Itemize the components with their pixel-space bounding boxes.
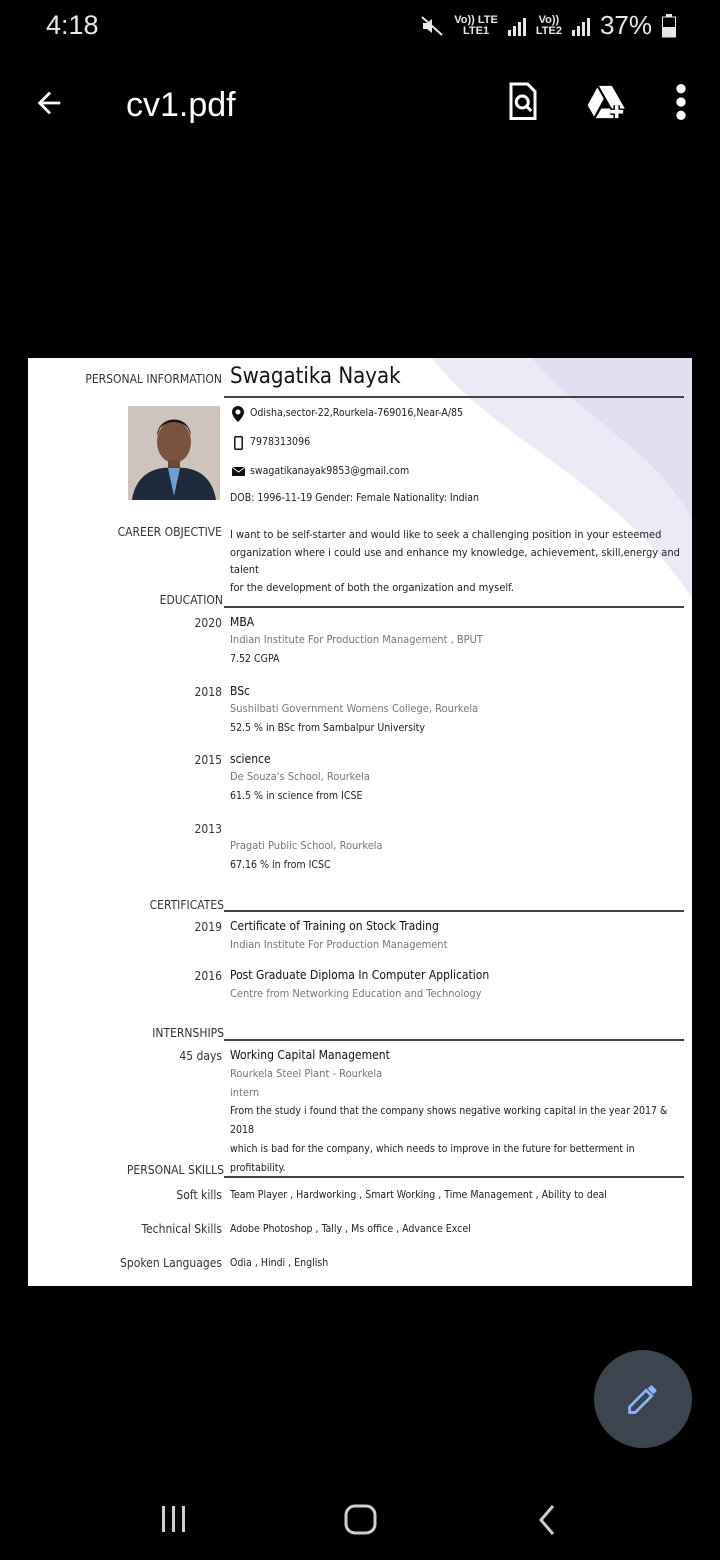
skill-value: Adobe Photoshop , Tally , Ms office , Advance Excel — [230, 1223, 471, 1235]
search-document-icon[interactable] — [505, 82, 541, 122]
divider — [224, 1176, 684, 1178]
education-year: 2018 — [194, 685, 222, 699]
status-icons — [420, 10, 676, 41]
certificate-title: Certificate of Training on Stock Trading — [230, 919, 439, 933]
education-institute: Pragati Public School, Rourkela — [230, 839, 383, 852]
phone-icon — [234, 436, 243, 450]
skill-label: Spoken Languages — [120, 1256, 222, 1270]
skill-value: Odia , Hindi , English — [230, 1257, 329, 1269]
education-label: EDUCATION — [159, 593, 223, 607]
education-title: science — [230, 752, 271, 766]
edit-pencil-icon — [625, 1381, 661, 1417]
education-score: 67.16 % in from ICSC — [230, 859, 331, 871]
education-score: 61.5 % in science from ICSE — [230, 790, 363, 802]
internship-title: Working Capital Management — [230, 1048, 390, 1062]
back-arrow-icon[interactable] — [32, 86, 66, 120]
certificates-label: CERTIFICATES — [149, 898, 224, 912]
internship-company: Rourkela Steel Plant - Rourkela — [230, 1067, 383, 1080]
internships-label: INTERNSHIPS — [152, 1026, 224, 1040]
certificate-year: 2016 — [194, 969, 222, 983]
skill-value: Team Player , Hardworking , Smart Working , Time Management , Ability to deal — [230, 1189, 607, 1201]
divider — [224, 606, 684, 608]
personal-details: DOB: 1996-11-19 Gender: Female Nationality: Indian — [230, 492, 480, 504]
app-bar — [0, 64, 720, 144]
mute-icon — [420, 14, 444, 38]
back-icon[interactable] — [536, 1500, 560, 1540]
skill-label: Technical Skills — [141, 1222, 222, 1236]
divider — [224, 910, 684, 912]
sim2-indicator: Vo)) LTE2 — [535, 13, 562, 37]
certificate-issuer: Indian Institute For Production Management — [230, 938, 448, 951]
status-time: 4:18 — [46, 10, 99, 40]
career-objective-label: CAREER OBJECTIVE — [117, 525, 222, 539]
phone-number: 7978313096 — [250, 436, 311, 448]
internship-role: intern — [230, 1086, 260, 1099]
education-institute: Sushilbati Government Womens College, Rourkela — [230, 702, 479, 715]
more-vert-icon[interactable] — [668, 82, 694, 122]
drive-add-icon[interactable] — [586, 82, 628, 122]
recents-icon[interactable] — [158, 1500, 190, 1540]
skill-label: Soft kills — [176, 1188, 222, 1202]
personal-skills-label: PERSONAL SKILLS — [126, 1163, 224, 1177]
divider — [224, 396, 684, 398]
education-year: 2015 — [194, 753, 222, 767]
education-year: 2020 — [194, 616, 222, 630]
sim1-indicator: Vo)) LTE LTE1 — [454, 13, 498, 37]
education-score: 52.5 % in BSc from Sambalpur University — [230, 722, 425, 734]
divider — [224, 1039, 684, 1041]
education-institute: De Souza's School, Rourkela — [230, 770, 370, 783]
certificate-issuer: Centre from Networking Education and Technology — [230, 987, 482, 1000]
career-objective-text: I want to be self-starter and would like to seek a challenging position in your esteemed organization where i could use and enhance my knowledge, achievement, skill,energy and talent for the development of both the organization and myself. — [230, 528, 680, 594]
education-title: BSc — [230, 684, 250, 698]
certificate-year: 2019 — [194, 920, 222, 934]
internship-duration: 45 days — [179, 1049, 222, 1063]
edit-button[interactable] — [594, 1350, 692, 1448]
document-title: cv1.pdf — [126, 86, 236, 124]
internship-description: From the study i found that the company shows negative working capital in the year 2017 & 2018 which is bad for the company, which needs to improve in the future for betterment in profitability. — [230, 1105, 668, 1174]
battery-percent: 37% — [599, 10, 652, 40]
status-bar — [0, 0, 720, 52]
candidate-name: Swagatika Nayak — [230, 364, 401, 389]
education-year: 2013 — [194, 822, 222, 836]
education-score: 7.52 CGPA — [230, 653, 280, 665]
signal-icon — [508, 16, 526, 36]
signal-icon — [572, 16, 590, 36]
personal-info-label: PERSONAL INFORMATION — [85, 372, 222, 386]
profile-photo — [128, 406, 220, 500]
battery-icon — [662, 14, 676, 38]
pdf-page[interactable] — [28, 358, 692, 1286]
location-icon — [232, 406, 244, 422]
certificate-title: Post Graduate Diploma In Computer Application — [230, 968, 490, 982]
email-icon — [232, 467, 245, 476]
education-title: MBA — [230, 615, 255, 629]
email-address: swagatikanayak9853@gmail.com — [250, 465, 410, 477]
address: Odisha,sector-22,Rourkela-769016,Near-A/85 — [250, 407, 464, 419]
home-icon[interactable] — [343, 1500, 379, 1540]
education-institute: Indian Institute For Production Management , BPUT — [230, 633, 483, 646]
